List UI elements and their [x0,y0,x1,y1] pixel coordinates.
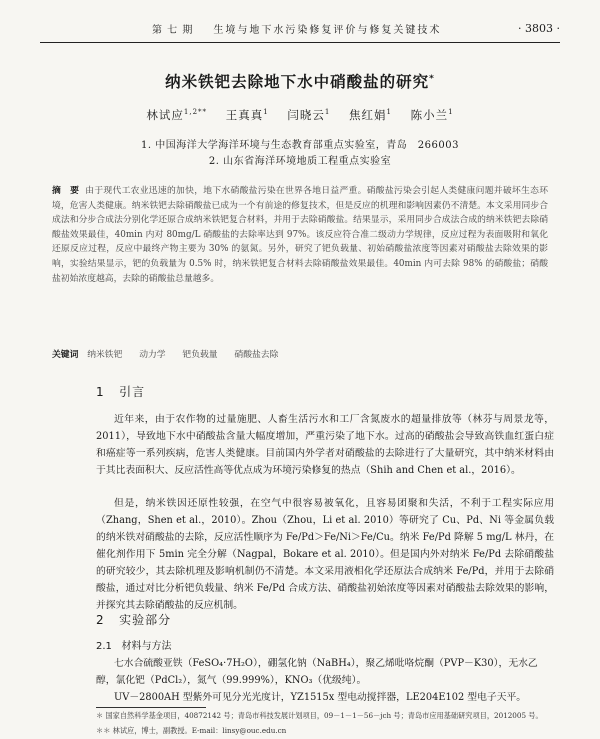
subsection-heading-materials [96,637,171,652]
abstract-text: 由于现代工农业迅速的加快，地下水硝酸盐污染在世界各地日益严重。硝酸盐污染会引起人类健康问题并破坏生态环境，危害人类健康。纳米铁钯去除硝酸盐已成为一个有前途的修复技术，但是反应的机理和影响因素仍不清楚。本文采用同步合成法和分步合成法分别化学还原合成纳米铁钯复合材料，并用于去除硝酸盐。结果显示，采用同步合成法合成的纳米铁钯去除硝酸盐效果最佳，40min 内对 80mg/L 硝酸盐的去除率达到 97%。该反应符合准二级动力学规律，反应过程为表面吸附和氧化还原反应过程，反应中最终产物主要为 30% 的氨氮。另外，研究了钯负载量、初始硝酸盐浓度等因素对硝酸盐去除效果的影响，实验结果显示，钯的负载量为 0.5% 时，纳米铁钯复合材料去除硝酸盐效果最佳。40min 内可去除 98% 的硝酸盐；硝酸盐初始浓度越高，去除的硝酸盐总量越多。 [52,186,548,284]
keywords [52,347,548,360]
intro-paragraph-1: 近年来，由于农作物的过量施肥、人畜生活污水和工厂含氮废水的超量排放等（林芬与周景龙等，2011），导致地下水中硝酸盐含量大幅度增加，严重污染了地下水。过高的硝酸盐会导致高铁血红蛋白症和癌症等一系列疾病，危害人类健康。目前国内外学者对硝酸盐的去除进行了大量研究，其中纳米材料由于其比表面积大、反应活性高等优点成为环境污染修复的热点（Shih and Chen et al.，2016）。 [96,414,554,476]
materials-text [96,655,554,706]
title-footnote-mark: * [429,73,435,84]
paper-title-text: 纳米铁钯去除地下水中硝酸盐的研究 [165,73,430,91]
section-title: 引言 [119,385,146,399]
page-number: · 3803 · [518,21,560,35]
keyword: 钯负载量 [182,350,218,360]
author-list [40,107,560,123]
keyword: 动力学 [139,350,166,360]
footnote-funding: ＊ 国家自然科学基金项目，40872142 号；青岛市科技发展计划项目，09－1－1－56－jch 号；青岛市应用基础研究项目，2012005 号。 [96,711,543,720]
keyword: 硝酸盐去除 [234,350,279,360]
abstract [52,184,548,286]
affiliation-2: 2. 山东省海洋环境地质工程重点实验室 [208,156,392,167]
section-heading-introduction [96,383,145,400]
abstract-label: 摘 要 [52,186,80,196]
footnote-rule [96,707,206,708]
materials-line: 七水合硫酸亚铁（FeSO₄·7H₂O），硼氢化钠（NaBH₄），聚乙烯吡咯烷酮（PVP－K30），无水乙醇，氯化钯（PdCl₂），氮气（99.999%），KNO₃（优级纯）。 [96,658,538,686]
section-number: 2 [96,613,105,627]
issue-label: 第 七 期 [152,24,194,36]
affiliation-1: 1. 中国海洋大学海洋环境与生态教育部重点实验室，青岛 266003 [141,140,459,151]
materials-line: UV－2800AH 型紫外可见分光光度计，YZ1515x 型电动搅拌器，LE204E102 型电子天平。 [114,692,527,703]
section-title: 实验部分 [119,613,172,627]
subsection-number: 2.1 [96,641,112,652]
running-header [40,18,560,38]
section-number: 1 [96,385,105,399]
section-heading-experimental [96,611,171,628]
author-name: 林试应$^{1,2**}$ [146,108,208,122]
author-name: 焦红娟$^1$ [348,108,392,122]
intro-paragraph-2: 但是，纳米铁因还原性较强，在空气中很容易被氧化，且容易团聚和失活，不利于工程实际应用（Zhang，Shen et al.，2010）。Zhou（Zhou，Li et al. 2010）等研究了 Cu、Pd、Ni 等金属负载的纳米铁对硝酸盐的去除，反应活性顺序为 Fe/Pd＞Fe/Ni＞Fe/Cu。纳米 Fe/Pd 降解 5 mg/L 林丹，在催化剂作用下 5min 完全分解（Nagpal，Bokare et al. 2010）。但是国内外对纳米 Fe/Pd 去除硝酸盐的研究较少，其去除机理及影响机制仍不清楚。本文采用液相化学还原法合成纳米 Fe/Pd，并用于去除硝酸盐，通过对比分析钯负载量、纳米 Fe/Pd 合成方法、硝酸盐初始浓度等因素对硝酸盐去除效果的影响，并探究其去除硝酸盐的反应机制。 [96,498,554,611]
header-rule [40,42,560,43]
author-name: 闫晓云$^1$ [287,108,331,122]
subsection-title: 材料与方法 [121,641,172,652]
keywords-label: 关键词 [52,350,79,360]
footnote-author: ＊＊ 林试应，博士，副教授。E-mail：linsy@ouc.edu.cn [96,726,287,735]
paper-title [40,70,560,92]
journal-title: 生境与地下水污染修复评价与修复关键技术 [213,24,442,36]
keyword: 纳米铁钯 [87,350,123,360]
author-name: 陈小兰$^1$ [410,108,454,122]
author-name: 王真真$^1$ [225,108,269,122]
